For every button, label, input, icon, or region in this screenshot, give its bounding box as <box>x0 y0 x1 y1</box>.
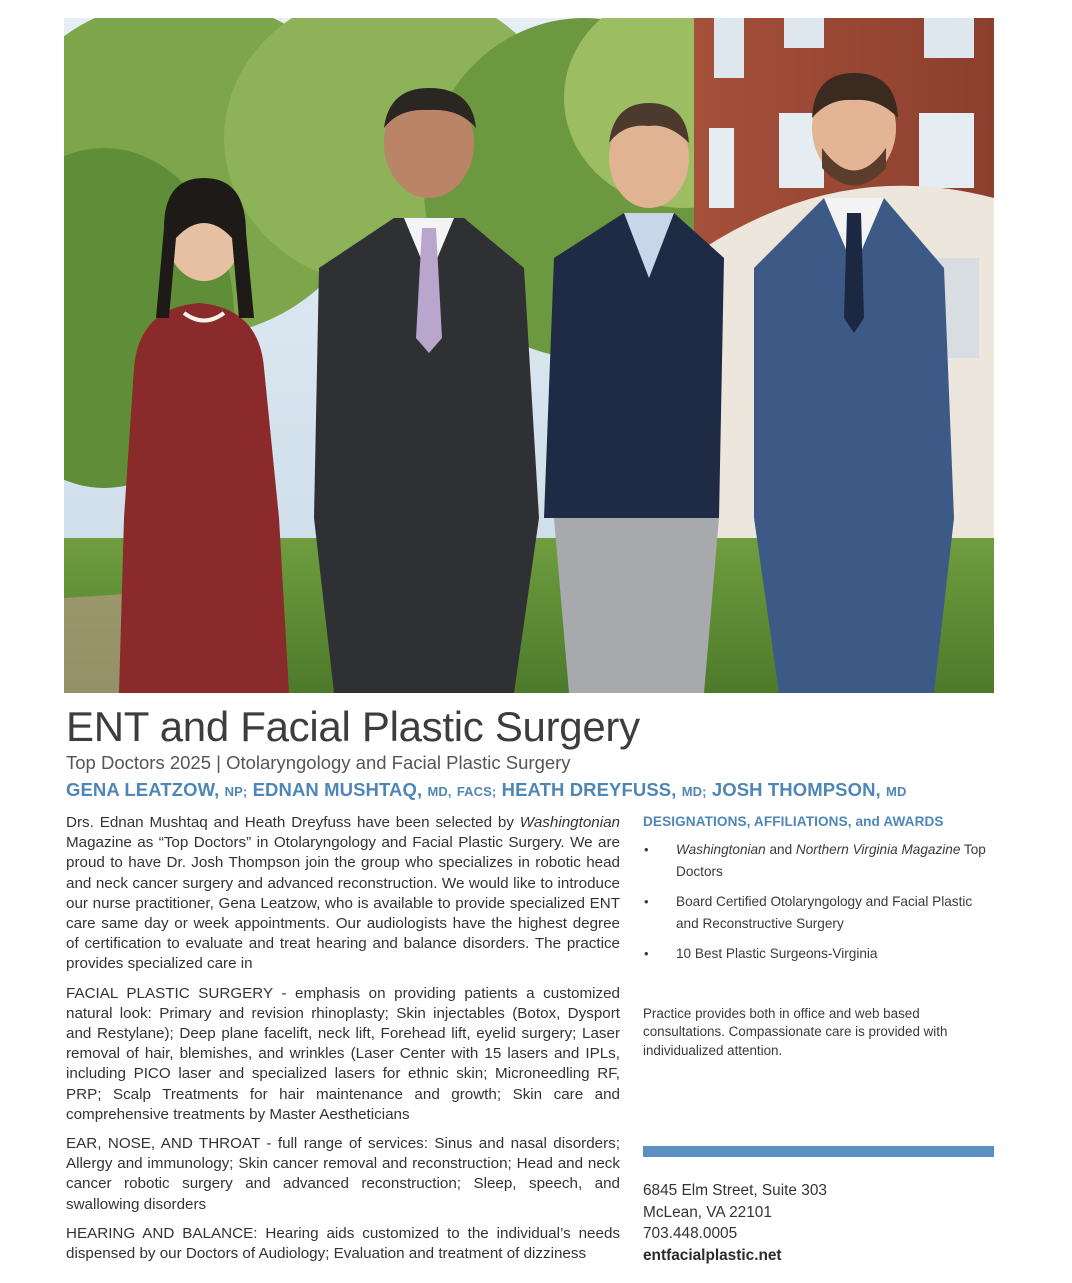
cred-ednan-md: MD, <box>427 784 452 799</box>
name-gena: GENA LEATZOW, <box>66 779 220 800</box>
intro-text-start: Drs. Ednan Mushtaq and Heath Dreyfuss have been selected by <box>66 814 520 831</box>
bullet-icon: • <box>644 946 649 961</box>
doctor-names <box>66 779 996 801</box>
facial-plastic-paragraph: FACIAL PLASTIC SURGERY - emphasis on providing patients a customized natural look: Primary and revision rhinoplasty; Skin injectables (Botox, Dysport and Restylane); Deep plane facelift, neck lift, Forehead lift, eyelid surgery; Laser removal of hair, blemishes, and wrinkles (Laser Center with 15 lasers and IPLs, including PICO laser and specialized lasers for ethnic skin; Microneedling RF, PRP; Scalp Treatments for hair maintenance and growth; Skin care and comprehensive treatments by Master Aestheticians <box>66 984 620 1123</box>
contact-block <box>643 1180 995 1266</box>
cred-josh: MD <box>886 784 907 799</box>
award-connector: and <box>765 842 796 857</box>
ent-paragraph: EAR, NOSE, AND THROAT - full range of services: Sinus and nasal disorders; Allergy and immunology; Skin cancer removal and reconstruction; Head and neck cancer robotic surgery and advanced reconstruction; Sleep, speech, and swallowing disorders <box>66 1135 620 1213</box>
cred-heath: MD; <box>681 784 707 799</box>
bullet-icon: • <box>644 894 649 909</box>
subtitle: Top Doctors 2025 | Otolaryngology and Facial Plastic Surgery <box>66 752 571 773</box>
group-photo <box>64 18 994 693</box>
cred-ednan-facs: FACS; <box>456 784 497 799</box>
practice-note: Practice provides both in office and web based consultations. Compassionate care is provided with individualized attention. <box>643 1006 948 1058</box>
award-publication-1: Washingtonian <box>676 842 766 857</box>
affiliations-list <box>643 839 995 965</box>
name-josh: JOSH THOMPSON, <box>711 779 881 800</box>
page-title: ENT and Facial Plastic Surgery <box>66 703 640 750</box>
affiliations-heading: DESIGNATIONS, AFFILIATIONS, and AWARDS <box>643 814 944 829</box>
phone-number[interactable]: 703.448.0005 <box>643 1225 738 1242</box>
group-photo-illustration <box>64 18 994 693</box>
website-link[interactable]: entfacialplastic.net <box>643 1246 782 1264</box>
divider-bar <box>643 1146 994 1157</box>
sidebar <box>643 814 995 1058</box>
city-state-zip: McLean, VA 22101 <box>643 1203 772 1221</box>
award-board-certified: Board Certified Otolaryngology and Facial Plastic and Reconstructive Surgery <box>676 894 973 931</box>
list-item <box>643 943 995 965</box>
cred-gena: NP; <box>224 784 248 799</box>
award-suffix: Top Doctors <box>676 842 986 879</box>
award-publication-2: Northern Virginia Magazine <box>795 842 961 857</box>
intro-paragraph <box>66 813 620 975</box>
street-address: 6845 Elm Street, Suite 303 <box>643 1182 827 1199</box>
hearing-paragraph: HEARING AND BALANCE: Hearing aids customized to the individual’s needs dispensed by our Doctors of Audiology; Evaluation and treatment of dizziness <box>66 1224 620 1263</box>
body-text <box>66 813 620 1273</box>
award-best-surgeons: 10 Best Plastic Surgeons-Virginia <box>676 946 878 961</box>
intro-text-rest: Magazine as “Top Doctors” in Otolaryngology and Facial Plastic Surgery. We are proud to have Dr. Josh Thompson join the group who specializes in robotic head and neck cancer surgery and advanced reconstruction. We would like to introduce our nurse practitioner, Gena Leatzow, who is available to provide specialized ENT care same day or week appointments. Our audiologists have the highest degree of certification to evaluate and treat hearing and balance disorders. The practice provides specialized care in <box>66 834 620 973</box>
list-item <box>643 891 995 934</box>
name-ednan: EDNAN MUSHTAQ, <box>252 779 423 800</box>
list-item <box>643 839 995 882</box>
bullet-icon: • <box>644 842 649 857</box>
intro-publication: Washingtonian <box>519 814 620 831</box>
name-heath: HEATH DREYFUSS, <box>501 779 677 800</box>
